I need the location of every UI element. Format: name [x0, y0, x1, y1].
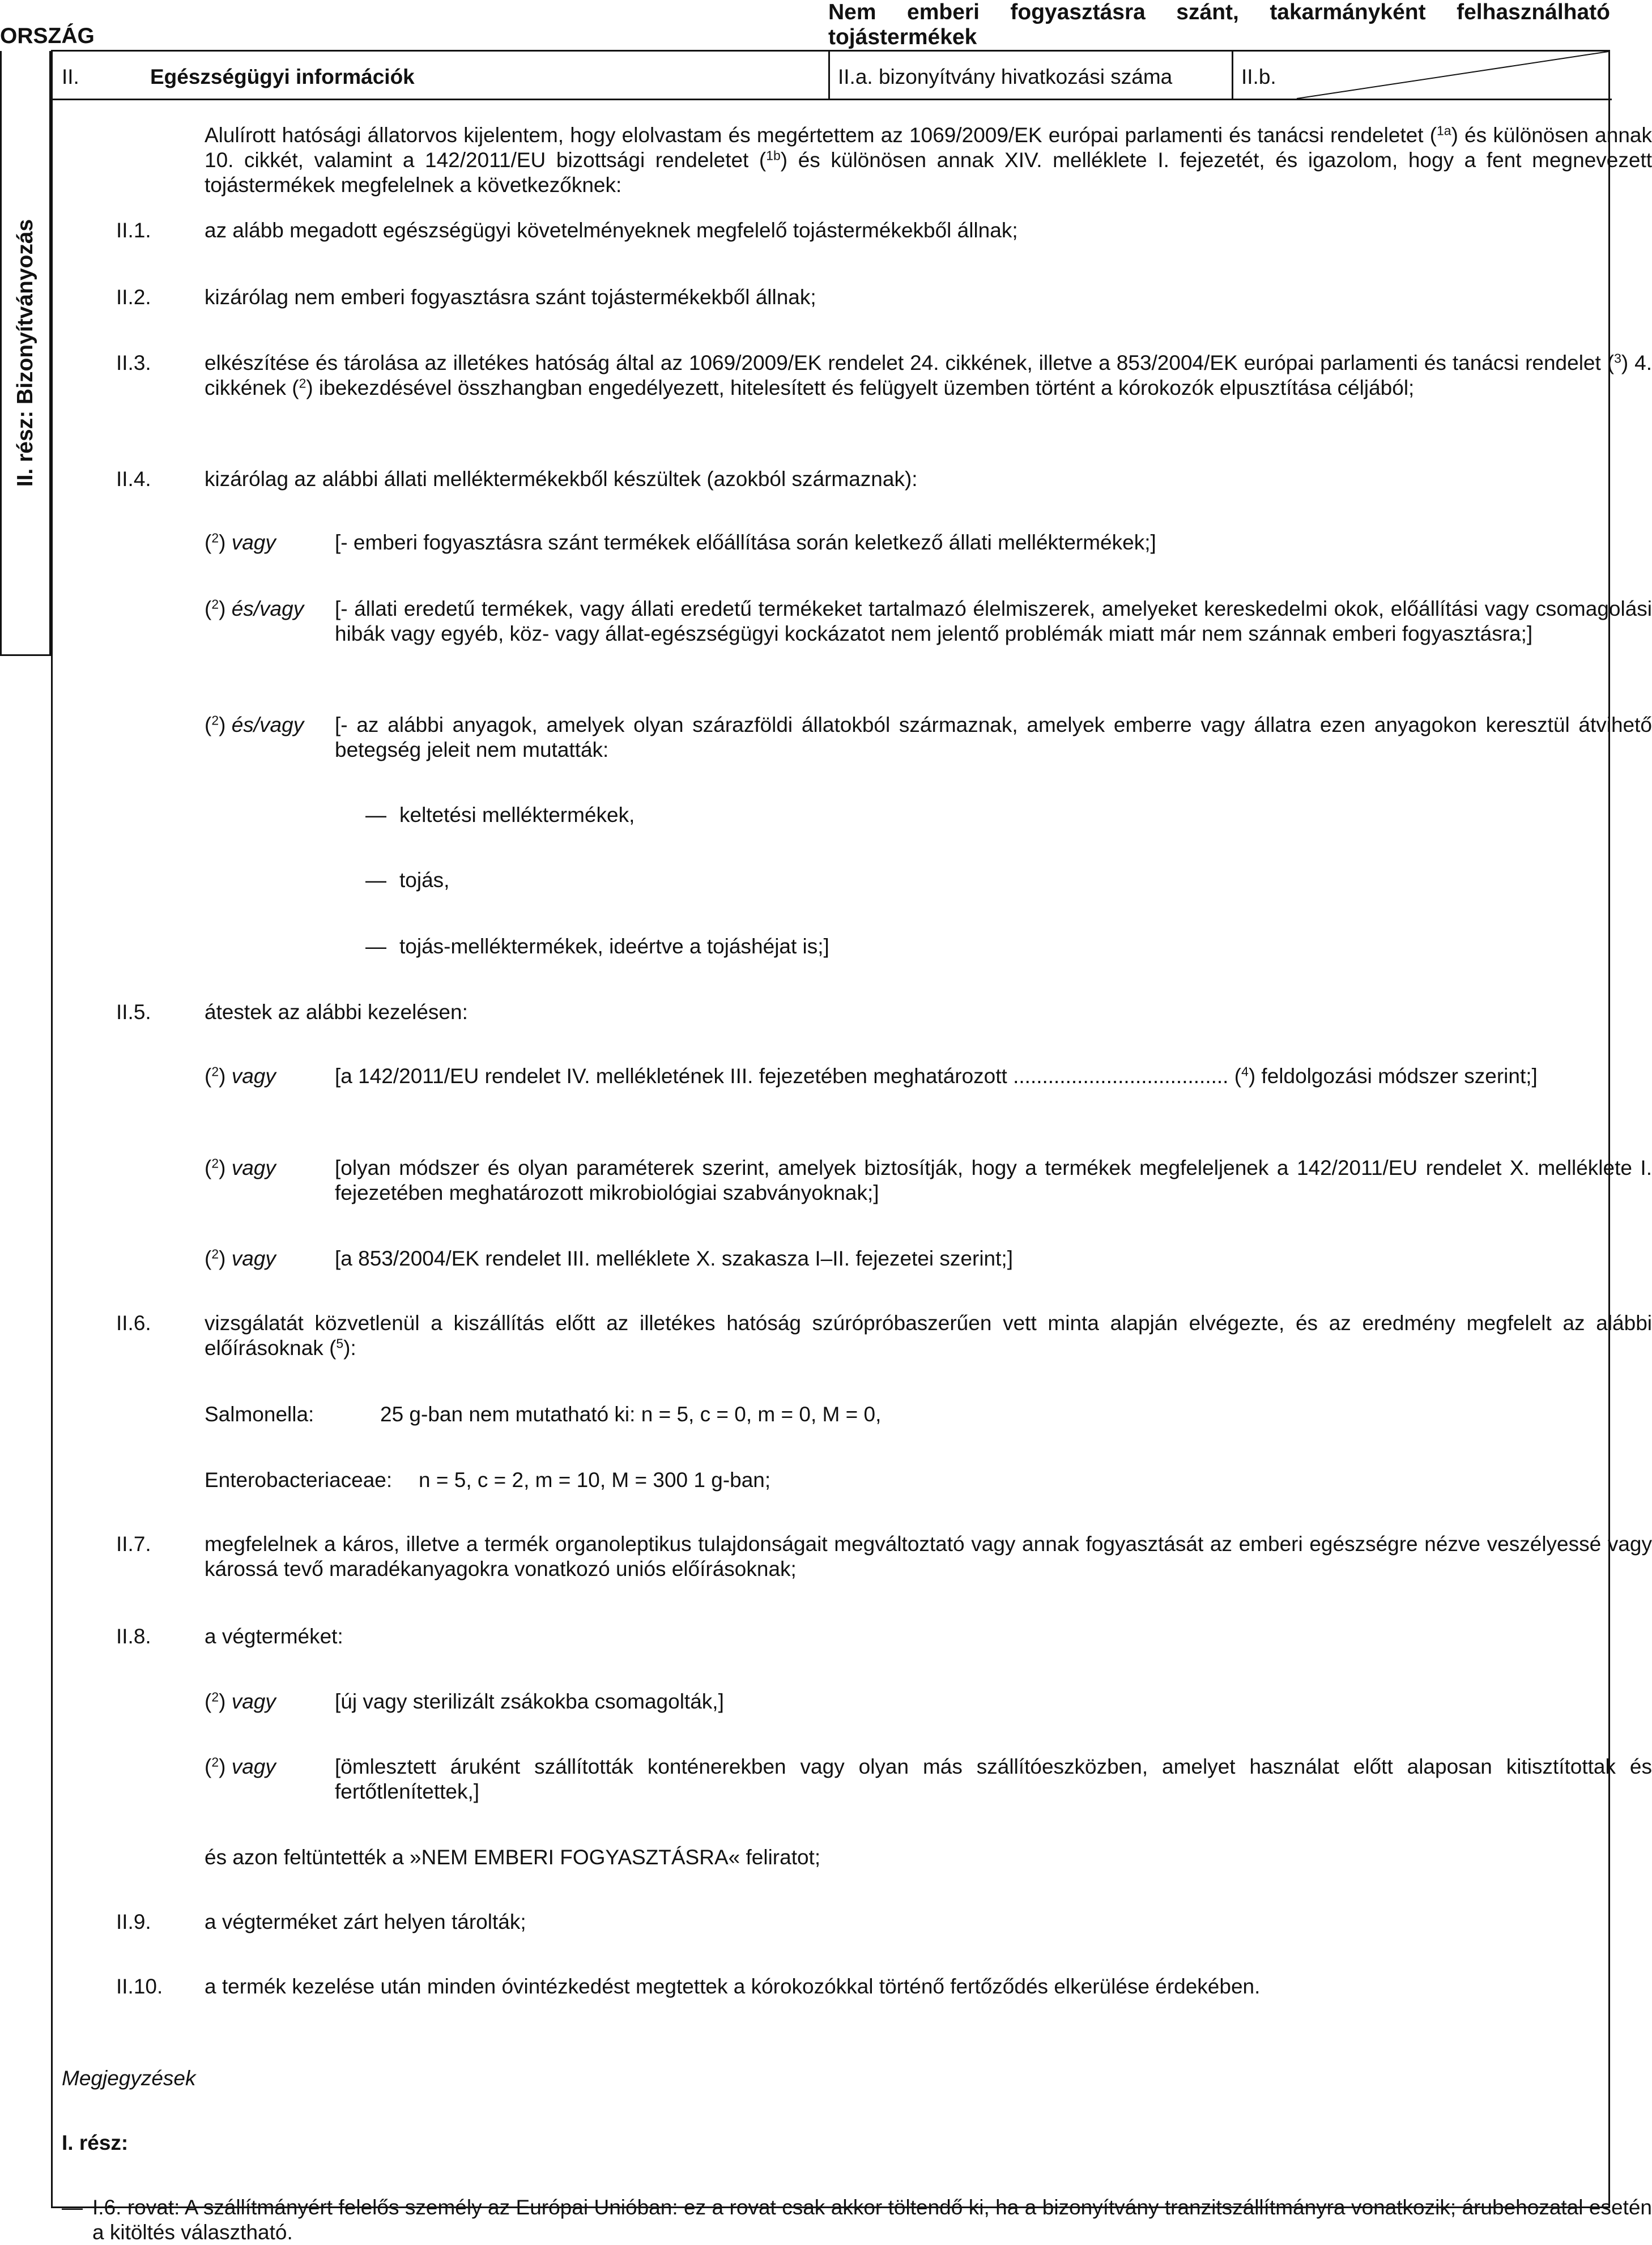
reference-b-cell — [1233, 52, 1612, 100]
option-text: [ömlesztett áruként szállították konténerekben vagy olyan más szállítóeszközben, amelyet használat előtt alaposan kitisztítottak és fertőtlenítettek,] — [335, 1755, 1652, 1803]
reference-number-label: II.a. bizonyítvány hivatkozási száma — [838, 65, 1173, 88]
enterobacteriaceae-value: n = 5, c = 2, m = 10, M = 300 1 g-ban; — [419, 1468, 771, 1492]
section-text: kizárólag nem emberi fogyasztásra szánt tojástermékekből állnak; — [205, 286, 816, 309]
section-number: II.2. — [116, 286, 151, 309]
section-number: II.9. — [116, 1910, 151, 1933]
country-label: ORSZÁG — [0, 24, 95, 48]
dash-mark: — — [365, 935, 386, 958]
enterobacteriaceae-label: Enterobacteriaceae: — [205, 1468, 393, 1492]
section-text: megfelelnek a káros, illetve a termék organoleptikus tulajdonságait megváltoztató vagy annak fogyasztását az emberi egészségre nézve veszélyessé vagy károssá tevő maradékanyagokra vonatkozó uniós előírásoknak; — [205, 1532, 1652, 1581]
notes-item-text: I.6. rovat: A szállítmányért felelős személy az Európai Unióban: ez a rovat csak akkor töltendő ki, ha a bizonyítvány tranzitszállítmányra vonatkozik; árubehozatal esetén a kitöltés választható. — [92, 2196, 1652, 2244]
option-text: [a 142/2011/EU rendelet IV. mellékletének III. fejezetében meghatározott ..................................... ($^4$) feldolgozási módszer szerint;] — [335, 1064, 1538, 1088]
dash-mark: — — [62, 2196, 83, 2219]
option-text: [a 853/2004/EK rendelet III. melléklete X. szakasza I–II. fejezetei szerint;] — [335, 1247, 1013, 1270]
dash-item-text: keltetési melléktermékek, — [399, 803, 635, 827]
section-number: II.10. — [116, 1975, 163, 1998]
option-text: [- az alábbi anyagok, amelyek olyan szárazföldi állatokból származnak, amelyek emberre vagy állatra ezen anyagokon keresztül átvihető betegség jeleit nem mutatták: — [335, 713, 1652, 761]
section-text: a végterméket zárt helyen tárolták; — [205, 1910, 526, 1933]
section-text: kizárólag az alábbi állati melléktermékekből készültek (azokból származnak): — [205, 467, 918, 491]
notes-part1-heading: I. rész: — [62, 2131, 129, 2154]
option-text: [- állati eredetű termékek, vagy állati eredetű termékeket tartalmazó élelmiszerek, amelyeket kereskedelmi okok, előállítási vagy csomagolási hibák vagy egyéb, köz- vagy állat-egészségügyi kockázatot nem jelentő problémák miatt már nem szánnak emberi fogyasztásra;] — [335, 597, 1652, 645]
section-text: a termék kezelése után minden óvintézkedést megtettek a kórokozókkal történő fertőződés elkerülése érdekében. — [205, 1975, 1261, 1998]
option-label: ($^2$) és/vagy — [205, 597, 304, 620]
salmonella-label: Salmonella: — [205, 1403, 314, 1426]
section-header-cell — [53, 52, 830, 100]
dash-mark: — — [365, 803, 386, 827]
salmonella-value: 25 g-ban nem mutatható ki: n = 5, c = 0, m = 0, M = 0, — [380, 1403, 882, 1426]
certificate-title — [828, 0, 1610, 50]
dash-item-text: tojás, — [399, 868, 450, 892]
section-number: II.5. — [116, 1000, 151, 1024]
option-label: ($^2$) vagy — [205, 1246, 276, 1270]
section-text: az alább megadott egészségügyi követelményeknek megfelelő tojástermékekből állnak; — [205, 219, 1018, 242]
section-text: a végterméket: — [205, 1625, 343, 1648]
section-number: II. — [62, 65, 79, 88]
part-sidebar — [0, 51, 51, 656]
reference-b-label: II.b. — [1241, 65, 1276, 88]
section-text: átestek az alábbi kezelésen: — [205, 1000, 468, 1024]
certificate-frame — [51, 50, 1652, 2244]
option-label: ($^2$) és/vagy — [205, 713, 304, 736]
section-number: II.3. — [116, 351, 151, 374]
intro-paragraph: Alulírott hatósági állatorvos kijelentem, hogy elolvastam és megértettem az 1069/2009/EK európai parlamenti és tanácsi rendeletet ($^{1a}$) és különösen annak 10. cikkét, valamint a 142/2011/EU bizottsági rendeletet ($^{1b}$) és különösen annak XIV. melléklete I. fejezetét, és igazolom, hogy a fent megnevezett tojástermékek megfelelnek a következőknek: — [205, 123, 1652, 197]
notes-title: Megjegyzések — [62, 2067, 196, 2090]
option-label: ($^2$) vagy — [205, 1156, 276, 1179]
option-label: ($^2$) vagy — [205, 1689, 276, 1713]
diagonal-line — [1233, 52, 1608, 99]
certificate-title-line2: tojástermékek — [828, 25, 977, 49]
section-number: II.6. — [116, 1311, 151, 1335]
section-text: és azon feltüntették a »NEM EMBERI FOGYASZTÁSRA« feliratot; — [205, 1846, 821, 1869]
option-text: [új vagy sterilizált zsákokba csomagolták,] — [335, 1690, 724, 1713]
section-text: vizsgálatát közvetlenül a kiszállítás előtt az illetékes hatóság szúrópróbaszerűen vett minta alapján elvégezte, és az eredmény megfelelt az alábbi előírásoknak ($^5$): — [205, 1311, 1652, 1360]
dash-mark: — — [365, 868, 386, 892]
part-sidebar-label: II. rész: Bizonyítványozás — [13, 219, 37, 487]
option-label: ($^2$) vagy — [205, 530, 276, 554]
section-number: II.8. — [116, 1625, 151, 1648]
certificate-title-line1: Nem emberi fogyasztásra szánt, takarmányként felhasználható — [828, 0, 1610, 24]
dash-item-text: tojás-melléktermékek, ideértve a tojáshéjat is;] — [399, 935, 829, 958]
section-number: II.1. — [116, 219, 151, 242]
section-title: Egészségügyi információk — [150, 65, 415, 88]
option-label: ($^2$) vagy — [205, 1754, 276, 1778]
section-number: II.7. — [116, 1532, 151, 1556]
option-text: [olyan módszer és olyan paraméterek szerint, amelyek biztosítják, hogy a termékek megfeleljenek a 142/2011/EU rendelet X. melléklete I. fejezetében meghatározott mikrobiológiai szabványoknak;] — [335, 1156, 1652, 1204]
section-text: elkészítése és tárolása az illetékes hatóság által az 1069/2009/EK rendelet 24. cikkének, illetve a 853/2004/EK európai parlamenti és tanácsi rendelet ($^3$) 4. cikkének ($^2$) ibekezdésével összhangban engedélyezett, hitelesített és felügyelt üzemben történt a kórokozók elpusztítása céljából; — [205, 351, 1652, 399]
option-text: [- emberi fogyasztásra szánt termékek előállítása során keletkező állati melléktermékek;] — [335, 531, 1156, 554]
reference-number-cell — [830, 52, 1233, 100]
section-number: II.4. — [116, 467, 151, 491]
option-label: ($^2$) vagy — [205, 1064, 276, 1088]
